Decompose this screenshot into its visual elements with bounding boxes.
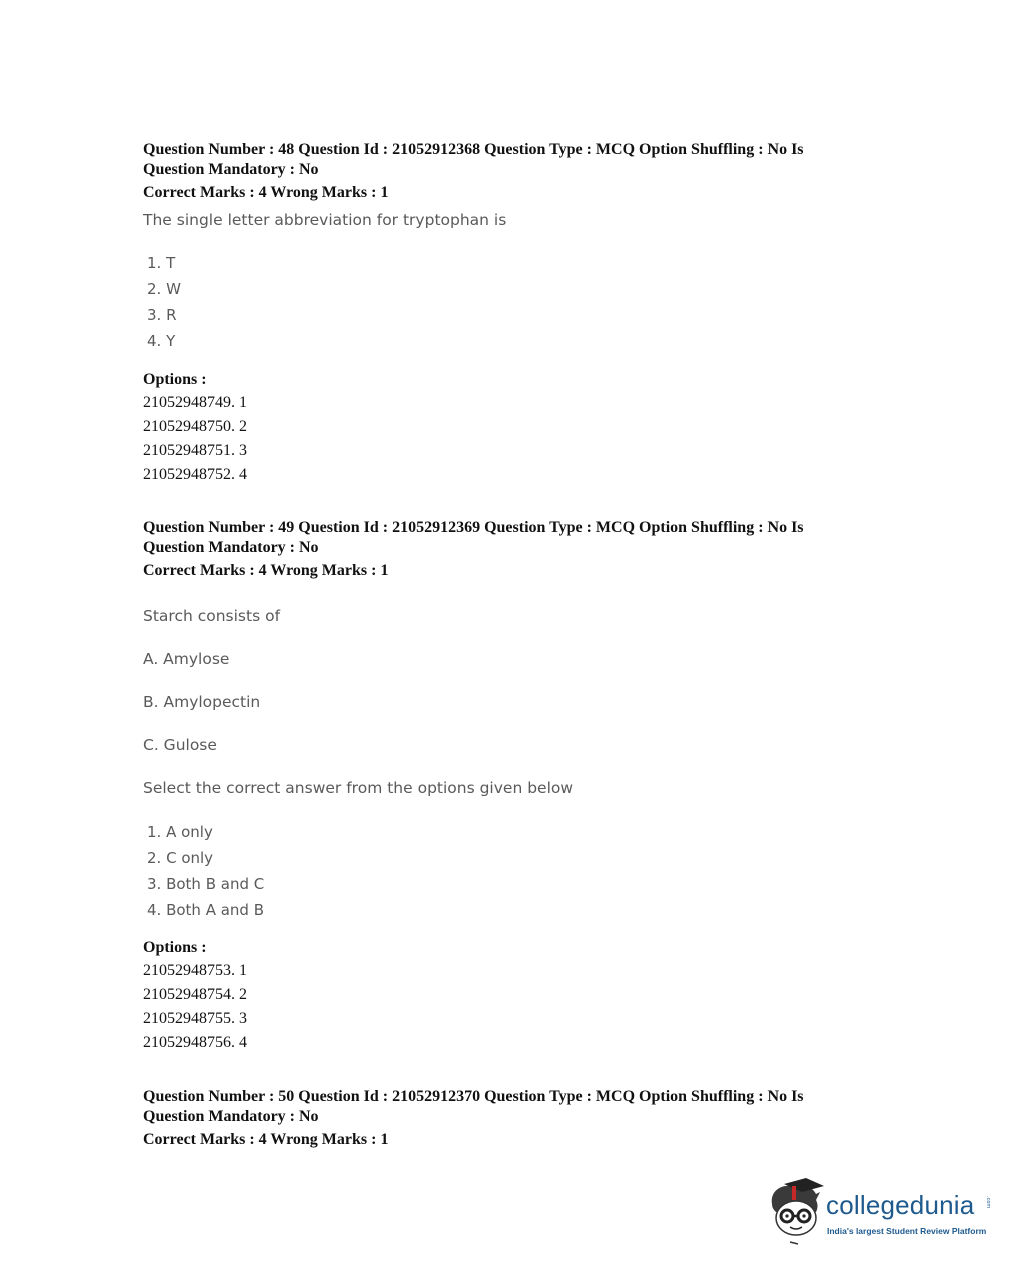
q49-header-line1: Question Number : 49 Question Id : 21052912369 Question Type : MCQ Option Shuffling : No Is	[143, 519, 804, 536]
q48-header-line2: Question Mandatory : No	[143, 161, 319, 178]
q50-header-line2: Question Mandatory : No	[143, 1108, 319, 1125]
q48-choice: 4. Y	[147, 332, 176, 350]
q49-statement-b: B. Amylopectin	[143, 693, 261, 711]
q49-choice-list	[143, 819, 264, 923]
q49-options-title: Options :	[143, 939, 207, 956]
q49-choice: 1. A only	[147, 823, 213, 841]
q49-option: 21052948756. 4	[143, 1034, 247, 1051]
q49-question-text: Starch consists of	[143, 607, 281, 625]
q49-statement-a: A. Amylose	[143, 650, 230, 668]
q49-choice: 4. Both A and B	[147, 901, 265, 919]
q48-option: 21052948749. 1	[143, 394, 247, 411]
q49-instruction: Select the correct answer from the options given below	[143, 779, 574, 797]
collegedunia-logo	[766, 1178, 996, 1246]
question-48	[143, 140, 903, 203]
question-50	[143, 1087, 903, 1150]
q49-option: 21052948753. 1	[143, 962, 247, 979]
q49-statement-c: C. Gulose	[143, 736, 217, 754]
q49-option: 21052948755. 3	[143, 1010, 247, 1027]
q49-choice: 2. C only	[147, 849, 214, 867]
q49-header-line2: Question Mandatory : No	[143, 539, 319, 556]
q49-choice: 3. Both B and C	[147, 875, 265, 893]
q50-marks: Correct Marks : 4 Wrong Marks : 1	[143, 1131, 389, 1148]
q48-choice: 1. T	[147, 254, 176, 272]
q48-marks: Correct Marks : 4 Wrong Marks : 1	[143, 184, 389, 201]
q48-choice-list	[143, 250, 181, 354]
q48-option: 21052948752. 4	[143, 466, 247, 483]
logo-dotcom: .com	[985, 1196, 991, 1209]
logo-wordmark: collegedunia	[826, 1190, 975, 1220]
q48-option: 21052948751. 3	[143, 442, 247, 459]
q48-options	[143, 369, 247, 487]
mascot-icon	[766, 1178, 826, 1246]
q48-question-text: The single letter abbreviation for tryptophan is	[143, 211, 507, 229]
q50-header-line1: Question Number : 50 Question Id : 21052912370 Question Type : MCQ Option Shuffling : No Is	[143, 1088, 804, 1105]
q49-options	[143, 937, 247, 1055]
q49-option: 21052948754. 2	[143, 986, 247, 1003]
q48-choice: 3. R	[147, 306, 177, 324]
q49-marks: Correct Marks : 4 Wrong Marks : 1	[143, 562, 389, 579]
q48-choice: 2. W	[147, 280, 181, 298]
q48-option: 21052948750. 2	[143, 418, 247, 435]
question-49	[143, 518, 903, 581]
q48-options-title: Options :	[143, 371, 207, 388]
logo-tagline: India's largest Student Review Platform	[827, 1226, 987, 1236]
q48-header-line1: Question Number : 48 Question Id : 21052912368 Question Type : MCQ Option Shuffling : No Is	[143, 141, 804, 158]
